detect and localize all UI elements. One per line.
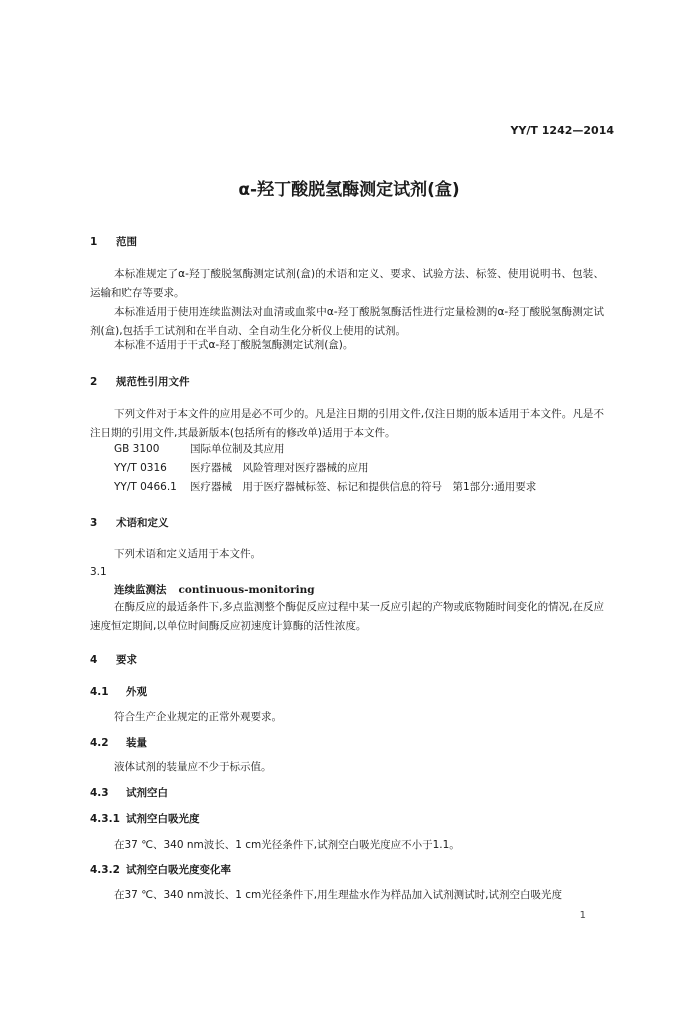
subsection-number: 3.1	[90, 566, 107, 578]
section-title: 试剂空白吸光度变化率	[126, 864, 231, 876]
section-number: 4.1	[90, 686, 109, 698]
section-number: 2	[90, 376, 98, 388]
subsection-4-1-text: 符合生产企业规定的正常外观要求。	[114, 711, 282, 723]
subsection-4-2-heading	[90, 735, 147, 750]
reference-item	[114, 440, 285, 459]
section-number: 4	[90, 654, 98, 666]
section-number: 4.2	[90, 737, 109, 749]
section-title: 要求	[116, 654, 137, 666]
subsection-4-2-text: 液体试剂的装量应不少于标示值。	[114, 761, 272, 773]
section-1-paragraph-3: 本标准不适用于干式α-羟丁酸脱氢酶测定试剂(盒)。	[114, 339, 354, 351]
reference-item	[114, 459, 369, 478]
section-number: 1	[90, 236, 98, 248]
term-definition: 在酶反应的最适条件下,多点监测整个酶促反应过程中某一反应引起的产物或底物随时间变化的情况,在反应速度恒定期间,以单位时间酶反应初速度计算酶的活性浓度。	[90, 601, 604, 632]
reference-code: GB 3100	[114, 443, 160, 455]
section-title: 试剂空白吸光度	[126, 813, 200, 825]
section-number: 3	[90, 517, 98, 529]
section-number: 4.3.1	[90, 813, 120, 825]
term-english: continuous-monitoring	[178, 584, 315, 596]
section-number: 4.3	[90, 787, 109, 799]
section-title: 试剂空白	[126, 787, 168, 799]
page-number: 1	[579, 910, 586, 921]
section-3-heading	[90, 515, 169, 530]
section-2-paragraph-1: 下列文件对于本文件的应用是必不可少的。凡是注日期的引用文件,仅注日期的版本适用于本文件。凡是不注日期的引用文件,其最新版本(包括所有的修改单)适用于本文件。	[90, 408, 604, 439]
document-title: α-羟丁酸脱氢酶测定试剂(盒)	[238, 180, 460, 200]
section-title: 外观	[126, 686, 147, 698]
term-chinese: 连续监测法	[114, 584, 167, 596]
section-1-paragraph-2: 本标准适用于使用连续监测法对血清或血浆中α-羟丁酸脱氢酶活性进行定量检测的α-羟丁酸脱氢酶测定试剂(盒),包括手工试剂和在半自动、全自动生化分析仪上使用的试剂。	[90, 306, 604, 337]
section-title: 装量	[126, 737, 147, 749]
subsection-4-3-heading	[90, 785, 168, 800]
section-number: 4.3.2	[90, 864, 120, 876]
section-1-heading	[90, 234, 137, 249]
section-1-paragraph-1: 本标准规定了α-羟丁酸脱氢酶测定试剂(盒)的术语和定义、要求、试验方法、标签、使用说明书、包装、运输和贮存等要求。	[90, 268, 604, 299]
section-title: 术语和定义	[116, 517, 169, 529]
standard-number: YY/T 1242—2014	[510, 124, 614, 137]
subsection-4-3-1-heading	[90, 811, 200, 826]
subsection-4-3-2-heading	[90, 862, 231, 877]
reference-item	[114, 478, 536, 497]
reference-code: YY/T 0316	[114, 462, 167, 474]
section-2-heading	[90, 374, 190, 389]
reference-title: 国际单位制及其应用	[190, 443, 285, 455]
reference-title: 医疗器械 风险管理对医疗器械的应用	[190, 462, 369, 474]
subsection-4-3-2-text: 在37 ℃、340 nm波长、1 cm光径条件下,用生理盐水作为样品加入试剂测试时,试剂空白吸光度	[114, 889, 562, 901]
reference-title: 医疗器械 用于医疗器械标签、标记和提供信息的符号 第1部分:通用要求	[190, 481, 537, 493]
section-title: 范围	[116, 236, 137, 248]
reference-code: YY/T 0466.1	[114, 481, 177, 493]
subsection-4-1-heading	[90, 684, 147, 699]
section-3-paragraph-1: 下列术语和定义适用于本文件。	[114, 548, 261, 560]
subsection-4-3-1-text: 在37 ℃、340 nm波长、1 cm光径条件下,试剂空白吸光度应不小于1.1。	[114, 839, 460, 851]
section-title: 规范性引用文件	[116, 376, 190, 388]
term-entry	[114, 582, 315, 597]
section-4-heading	[90, 652, 137, 667]
